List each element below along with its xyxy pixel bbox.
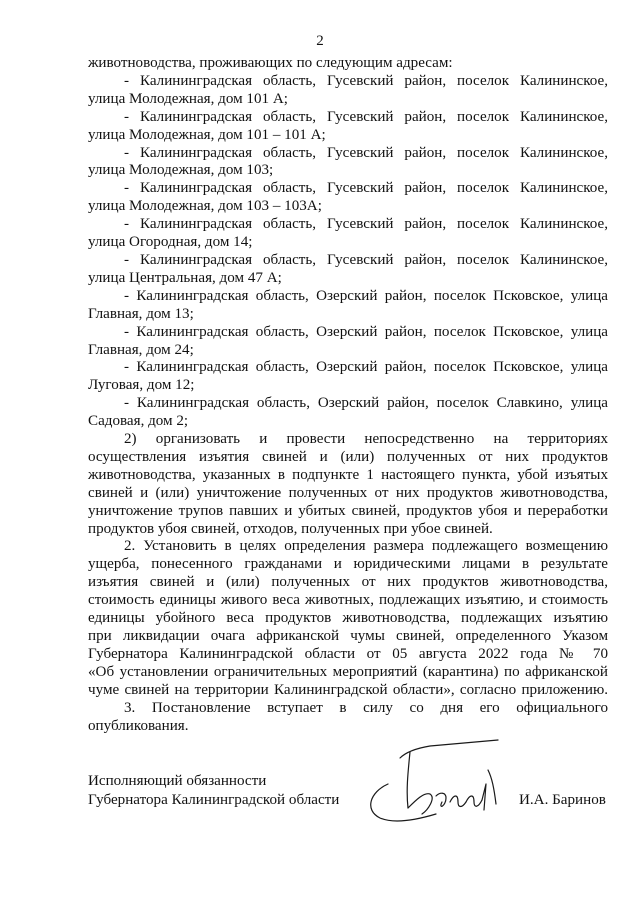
signatory-role [88, 772, 339, 810]
text-line: уничтожение трупов павших и убитых свиней, продуктов убоя и переработки [88, 502, 608, 519]
text-line: свиней и (или) уничтожение полученных от них продуктов животноводства, [88, 484, 608, 501]
text-line: улица Молодежная, дом 103; [88, 162, 274, 179]
text-line: продуктов убоя свиней, отходов, полученных при убое свиней. [88, 520, 493, 537]
text-line: 3. Постановление вступает в силу со дня его официального [124, 699, 608, 716]
text-line: - Калининградская область, Гусевский район, поселок Калининское, [124, 251, 608, 268]
text-line: - Калининградская область, Гусевский район, поселок Калининское, [124, 72, 608, 89]
text-line: - Калининградская область, Озерский район, поселок Псковское, улица [124, 287, 608, 304]
text-line: при ликвидации очага африканской чумы свиней, определенного Указом [88, 628, 608, 644]
text-line: Главная, дом 13; [88, 305, 194, 322]
text-line: - Калининградская область, Озерский район, поселок Славкино, улица [124, 395, 608, 412]
text-line: животноводства, проживающих по следующим адресам: [88, 55, 453, 71]
text-line: - Калининградская область, Гусевский район, поселок Калининское, [124, 180, 608, 197]
text-line: 2. Установить в целях определения размера подлежащего возмещению [124, 538, 608, 555]
page-number: 2 [316, 33, 324, 49]
text-line: - Калининградская область, Гусевский район, поселок Калининское, [124, 216, 608, 233]
text-line: - Калининградская область, Озерский район, поселок Псковское, улица [124, 359, 608, 376]
text-line: улица Молодежная, дом 101 – 101 А; [88, 126, 326, 143]
text-line: осуществления изъятия свиней и (или) полученных от них продуктов [88, 448, 608, 465]
signatory-role-line-1: Исполняющий обязанности [88, 773, 267, 789]
text-line: животноводства, указанных в подпункте 1 настоящего пункта, убой изъятых [88, 466, 608, 483]
text-line: «Об установлении ограничительных мероприятий (карантина) по африканской [88, 663, 608, 680]
text-line: улица Молодежная, дом 101 А; [88, 90, 288, 107]
text-line: Губернатора Калининградской области от 05 августа 2022 года № 70 [88, 645, 608, 662]
text-line: Луговая, дом 12; [88, 377, 195, 394]
text-line: Главная, дом 24; [88, 341, 194, 358]
text-line: ущерба, понесенного гражданами и юридическими лицами в результате [88, 556, 608, 573]
text-line: улица Огородная, дом 14; [88, 234, 253, 251]
text-line: стоимость единицы живого веса животных, подлежащих изъятию, и стоимость [88, 592, 608, 609]
text-line: опубликования. [88, 717, 189, 734]
text-line: - Калининградская область, Озерский район, поселок Псковское, улица [124, 323, 608, 340]
text-line: улица Молодежная, дом 103 – 103А; [88, 198, 322, 215]
text-line: Садовая, дом 2; [88, 413, 189, 430]
text-line: - Калининградская область, Гусевский район, поселок Калининское, [124, 144, 608, 161]
handwritten-signature [358, 722, 528, 832]
signatory-role-line-2: Губернатора Калининградской области [88, 792, 340, 808]
text-line: единицы убойного веса продуктов животноводства, подлежащих изъятию [88, 610, 608, 627]
document-body [88, 55, 608, 735]
signatory-name: И.А. Баринов [519, 792, 606, 808]
text-line: 2) организовать и провести непосредственно на территориях [124, 431, 608, 448]
text-line: изъятия свиней и (или) полученных от них продуктов животноводства, [88, 574, 608, 591]
text-line: - Калининградская область, Гусевский район, поселок Калининское, [124, 108, 608, 125]
text-line: улица Центральная, дом 47 А; [88, 269, 282, 286]
text-line: чуме свиней на территории Калининградской области», согласно приложению. [88, 681, 608, 698]
